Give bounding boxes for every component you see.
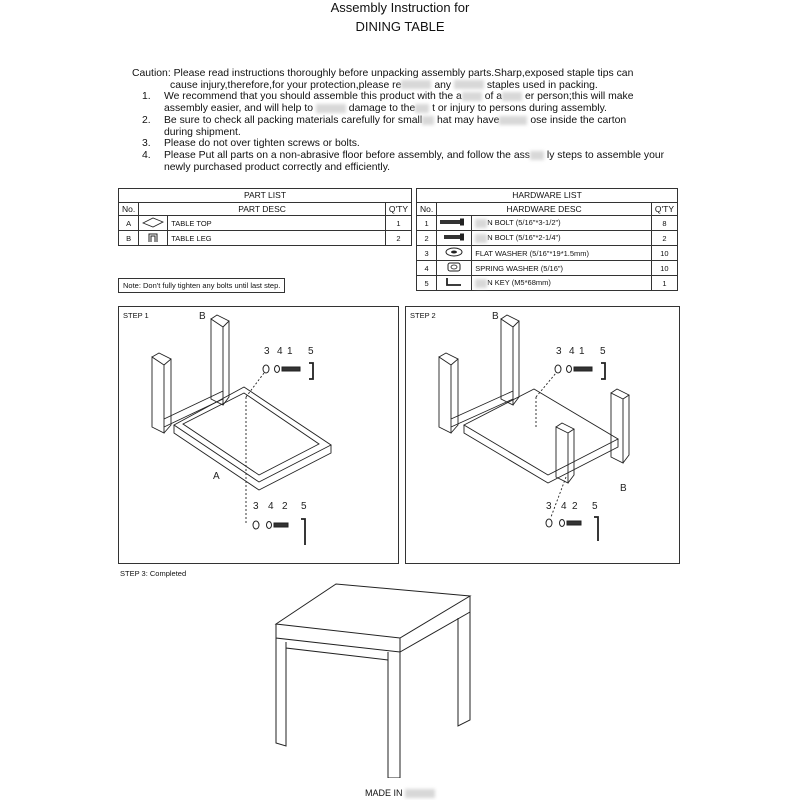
allen-key-icon xyxy=(437,276,472,291)
caution-intro: Caution: Please read instructions thoroughly before unpacking assembly parts.Sharp,exposed staple tips can xyxy=(132,68,634,79)
col-qty: Q'TY xyxy=(385,202,411,216)
step1-panel xyxy=(118,306,399,564)
table-row: 2 N BOLT (5/16"*2-1/4") 2 xyxy=(417,231,678,246)
caution-item-2: 2. Be sure to check all packing materials carefully for small hat may have ose inside the carton during shipment. xyxy=(142,114,627,138)
table-leg-icon xyxy=(139,231,168,246)
table-row: 3 FLAT WASHER (5/16"*19*1.5mm) 10 xyxy=(417,246,678,261)
callout-b: B xyxy=(492,311,499,322)
step3-label: STEP 3: Completed xyxy=(120,569,187,578)
step2-diagram xyxy=(406,307,681,565)
caution-item-1: 1. We recommend that you should assemble this product with the a of a er person;this will make assembly easier, and will help to damage to the t or injury to persons during assembly. xyxy=(142,91,634,115)
part-num: 3 xyxy=(264,346,270,357)
short-bolt-icon xyxy=(437,231,472,246)
document-subtitle: DINING TABLE xyxy=(355,19,445,34)
col-no: No. xyxy=(417,202,437,216)
caution-block xyxy=(132,68,692,173)
part-num: 5 xyxy=(600,346,606,357)
table-row: 5 N KEY (M5*68mm) 1 xyxy=(417,276,678,291)
part-num: 5 xyxy=(301,501,307,512)
document-title: Assembly Instruction for xyxy=(330,0,470,15)
part-num: 1 xyxy=(579,346,585,357)
part-num: 4 xyxy=(561,501,567,512)
caution-item-4: 4. Please Put all parts on a non-abrasive floor before assembly, and follow the ass ly steps to assemble your newly purchased product correctly and efficiently. xyxy=(142,149,665,173)
part-num: 1 xyxy=(287,346,293,357)
made-in-label: MADE IN xyxy=(0,788,800,798)
caution-intro-continued: cause injury,therefore,for your protection,please re any staples used in packing. xyxy=(170,79,598,91)
callout-b: B xyxy=(620,483,627,494)
col-no: No. xyxy=(119,202,139,216)
step2-label: STEP 2 xyxy=(410,311,436,320)
callout-a: A xyxy=(213,471,220,482)
step1-diagram xyxy=(119,307,400,565)
col-part-desc: PART DESC xyxy=(139,202,386,216)
long-bolt-icon xyxy=(437,216,472,231)
part-num: 3 xyxy=(546,501,552,512)
spring-washer-icon xyxy=(437,261,472,276)
col-qty: Q'TY xyxy=(651,202,677,216)
part-num: 4 xyxy=(268,501,274,512)
part-num: 4 xyxy=(277,346,283,357)
table-row: B TABLE LEG 2 xyxy=(119,231,412,246)
callout-b: B xyxy=(199,311,206,322)
part-list-title: PART LIST xyxy=(119,189,412,203)
step2-panel xyxy=(405,306,680,564)
part-list-table xyxy=(118,188,412,246)
flat-washer-icon xyxy=(437,246,472,261)
table-row: 4 SPRING WASHER (5/16") 10 xyxy=(417,261,678,276)
hardware-list-title: HARDWARE LIST xyxy=(417,189,678,203)
hardware-list-table xyxy=(416,188,678,291)
part-list-note: Note: Don't fully tighten any bolts until last step. xyxy=(118,278,285,293)
table-row: 1 N BOLT (5/16"*3-1/2") 8 xyxy=(417,216,678,231)
caution-item-3: 3. Please do not over tighten screws or bolts. xyxy=(142,138,360,150)
part-num: 2 xyxy=(572,501,578,512)
table-row: A TABLE TOP 1 xyxy=(119,216,412,231)
part-num: 5 xyxy=(592,501,598,512)
part-num: 4 xyxy=(569,346,575,357)
part-num: 3 xyxy=(253,501,259,512)
part-num: 5 xyxy=(308,346,314,357)
step3-diagram xyxy=(118,568,680,778)
table-top-icon xyxy=(139,216,168,231)
step3-panel xyxy=(118,568,680,778)
part-num: 3 xyxy=(556,346,562,357)
part-num: 2 xyxy=(282,501,288,512)
col-hardware-desc: HARDWARE DESC xyxy=(437,202,652,216)
step1-label: STEP 1 xyxy=(123,311,149,320)
